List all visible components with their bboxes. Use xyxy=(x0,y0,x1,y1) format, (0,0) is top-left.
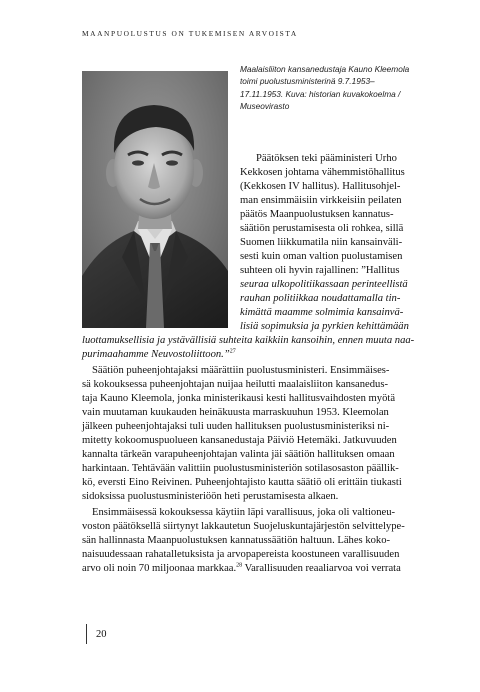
text-line: (Kekkosen IV hallitus). Hallitusohjel- xyxy=(240,181,401,192)
text-line: taja Kauno Kleemola, jonka ministerikausi kesti hallitusvaihdosten myötä xyxy=(82,393,396,404)
footnote-marker: 28 xyxy=(236,562,243,569)
caption-line: Museovirasto xyxy=(240,101,290,112)
text-line: vain muutaman kuukauden heinäkuusta marraskuuhun 1953. Kleemolan xyxy=(82,407,389,418)
text-segment: arvo oli noin 70 miljoonaa markkaa. xyxy=(82,563,237,574)
text-line: sesti kuin oman valtion puolustamisen xyxy=(240,251,403,262)
page-number: 20 xyxy=(96,629,107,640)
text-line xyxy=(82,562,412,576)
photo-caption xyxy=(240,63,440,113)
footnote-marker: 27 xyxy=(229,348,236,355)
text-line: harkintaan. Tehtävään valittiin puolustusministeriön sotilasosaston päällik- xyxy=(82,463,399,474)
caption-line: Maalaisliiton kansanedustaja Kauno Kleemola xyxy=(240,64,410,74)
text-line: Ensimmäisessä kokouksessa käytiin läpi varallisuus, joka oli valtioneu- xyxy=(92,507,396,518)
quote-line: kimättä maamme solmimia kansainvä- xyxy=(240,307,404,318)
text-line: naisuudessaan rahatalletuksista ja arvopapereista koostuneen varallisuuden xyxy=(82,549,400,560)
quote-line: luottamuksellisia ja ystävällisiä suhteita kaikkiin kansoihin, ennen muuta naa- xyxy=(82,335,415,346)
text-line: Suomen liikkumatila niin kansainväli- xyxy=(240,237,403,248)
quote-line: lisiä sopimuksia ja pyrkien kehittämään xyxy=(240,321,409,332)
text-line: jälkeen puheenjohtajaksi tuli uuden hallituksen puolustusministeriksi ni- xyxy=(82,421,390,432)
text-segment: Varallisuuden reaaliarvoa voi verrata xyxy=(242,563,401,574)
text-line: säätiön perustamisesta oli rohkea, sillä xyxy=(240,223,404,234)
portrait-photo xyxy=(82,71,228,328)
text-line: man ensimmäisiin virkkeisiin peilaten xyxy=(240,195,402,206)
running-header: MAANPUOLUSTUS ON TUKEMISEN ARVOISTA xyxy=(82,29,298,38)
text-line: Päätöksen teki pääministeri Urho xyxy=(256,153,397,164)
text-line: sä kokouksessa puheenjohtajan nuijaa heilutti maalaisliiton kansanedus- xyxy=(82,379,388,390)
quote-end-line xyxy=(82,348,412,362)
quote-line: seuraa ulkopolitiikassaan perinteellistä xyxy=(240,279,408,290)
quote-text: purimaahamme Neuvostoliittoon.” xyxy=(82,349,230,360)
caption-line: toimi puolustusministerinä 9.7.1953– xyxy=(240,76,375,87)
text-line: mitetty kokoomuspuolueen kansanedustaja Päiviö Hetemäki. Jatkuvuuden xyxy=(82,435,397,446)
quote-line: rauhan politiikkaa noudattamalla tin- xyxy=(240,293,401,304)
text-line: sidoksissa puolustusministeriöön heti perustamisesta alkaen. xyxy=(82,491,339,502)
page-number-rule xyxy=(86,624,87,644)
text-line: kannalta tärkeän varapuheenjohtajan valinta jäi säätiön hallituksen omaan xyxy=(82,449,395,460)
text-line: Kekkosen johtama vähemmistöhallitus xyxy=(240,167,405,178)
text-line: Säätiön puheenjohtajaksi määrättiin puolustusministeri. Ensimmäises- xyxy=(92,365,390,376)
caption-line: 17.11.1953. Kuva: historian kuvakokoelma / xyxy=(240,88,401,99)
text-line: päätös Maanpuolustuksen kannatus- xyxy=(240,209,394,220)
text-line: kö, eversti Eino Reivinen. Puheenjohtajisto kautta säätiö oli erittäin tiukasti xyxy=(82,477,402,488)
text-line: sän hallinnasta Maanpuolustuksen kannatussäätiön haltuun. Lähes koko- xyxy=(82,535,391,546)
text-line: voston päätöksellä siirtynyt lakkautetun Suojeluskuntajärjestön selvittelype- xyxy=(82,521,405,532)
text-line: suhteen oli hyvin rajallinen: ”Hallitus xyxy=(240,265,400,276)
